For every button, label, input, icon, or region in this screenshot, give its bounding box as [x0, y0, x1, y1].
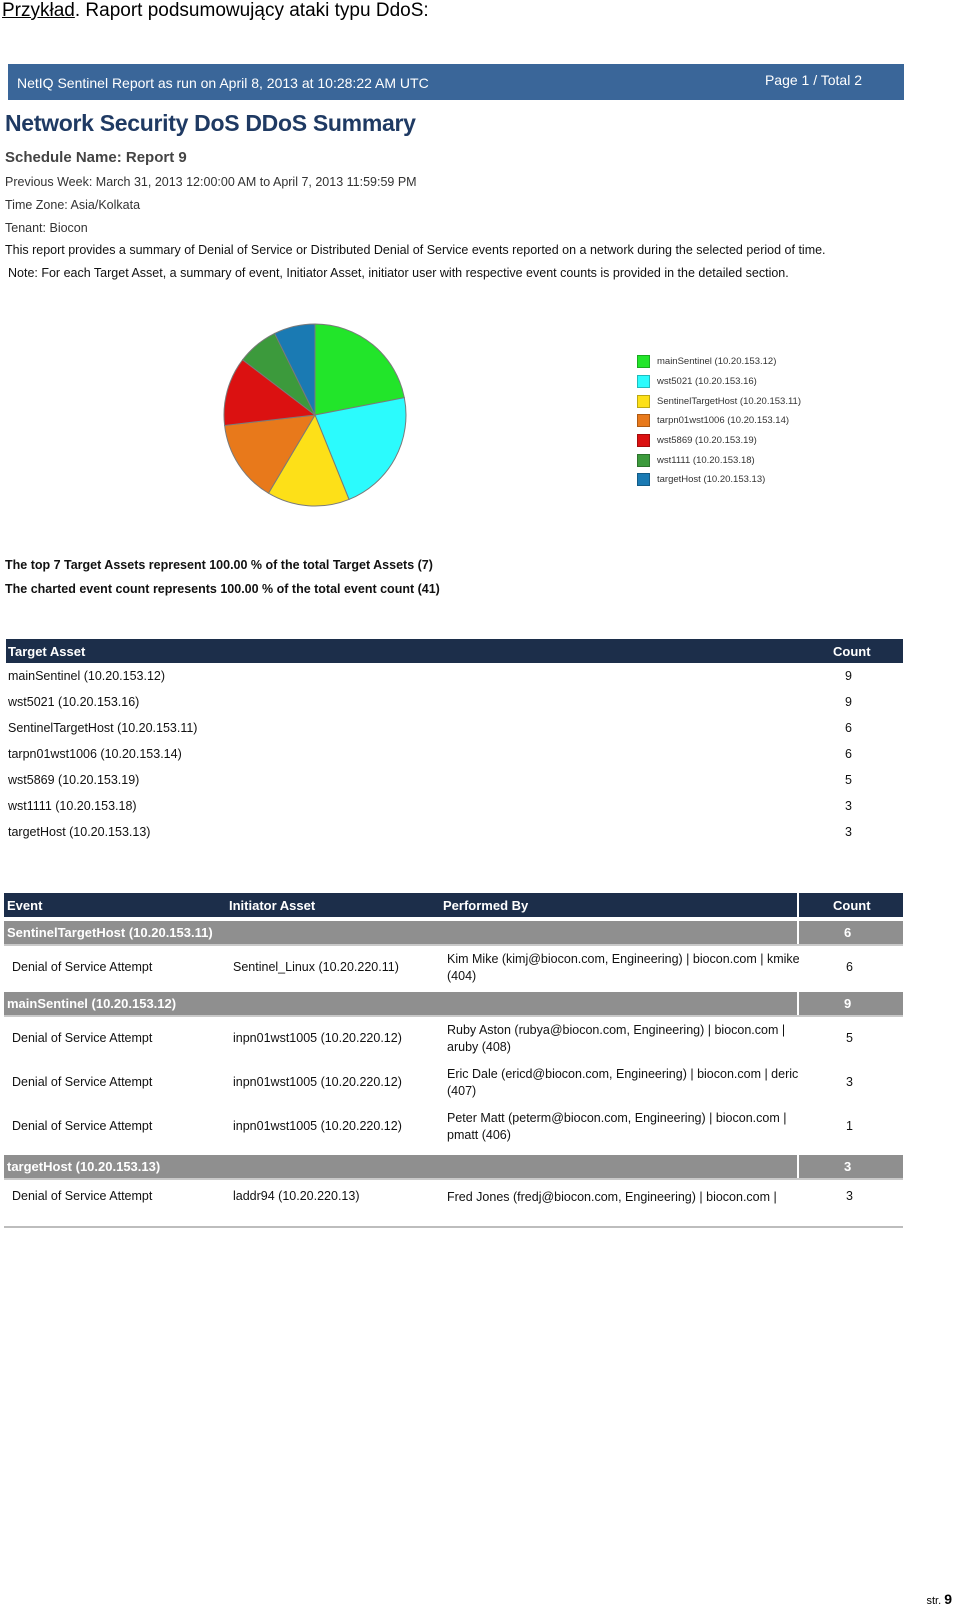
- legend-swatch: [637, 375, 650, 388]
- legend-swatch: [637, 414, 650, 427]
- initiator-asset-cell: Sentinel_Linux (10.20.220.11): [233, 960, 399, 974]
- table-row: [6, 663, 903, 689]
- performed-by-cell: Kim Mike (kimj@biocon.com, Engineering) | biocon.com | kmike (404): [447, 952, 800, 983]
- table-row: [4, 946, 903, 986]
- target-asset-cell: mainSentinel (10.20.153.12): [8, 669, 166, 683]
- group-target-asset: SentinelTargetHost (10.20.153.11): [7, 925, 213, 940]
- summary-events: The charted event count represents 100.00 % of the total event count (41): [5, 582, 440, 596]
- target-asset-cell: wst5869 (10.20.153.19): [8, 773, 140, 787]
- event-cell: Denial of Service Attempt: [12, 1075, 153, 1089]
- group-divider: [797, 921, 799, 944]
- target-asset-cell: tarpn01wst1006 (10.20.153.14): [8, 747, 182, 761]
- legend-label: wst5021 (10.20.153.16): [657, 376, 757, 388]
- page-number-prefix: str.: [926, 1595, 942, 1607]
- header-divider: [797, 893, 799, 917]
- event-cell: Denial of Service Attempt: [12, 1119, 153, 1133]
- group-row: [4, 1155, 903, 1178]
- page-heading-text: . Raport podsumowujący ataki typu DdoS:: [74, 0, 429, 21]
- event-detail-table: [4, 893, 903, 1210]
- table-row: [6, 741, 903, 767]
- report-description: This report provides a summary of Denial of Service or Distributed Denial of Service events reported on a network during the selected period of time.: [5, 243, 826, 257]
- table-row: [6, 819, 903, 845]
- count-cell: 3: [846, 1075, 853, 1089]
- legend-item: [637, 470, 801, 490]
- count-cell: 6: [846, 960, 853, 974]
- report-run-info: NetIQ Sentinel Report as run on April 8, 2013 at 10:28:22 AM UTC: [17, 75, 429, 91]
- count-cell: 3: [845, 825, 852, 839]
- performed-by-cell: Fred Jones (fredj@biocon.com, Engineering) | biocon.com |: [447, 1190, 777, 1204]
- count-cell: 3: [846, 1189, 853, 1203]
- legend-label: wst1111 (10.20.153.18): [657, 454, 755, 466]
- target-asset-cell: targetHost (10.20.153.13): [8, 825, 151, 839]
- detail-table-header: [4, 893, 903, 917]
- legend-label: SentinelTargetHost (10.20.153.11): [657, 395, 801, 407]
- legend-item: [637, 431, 801, 451]
- target-asset-pie-chart: [220, 320, 410, 510]
- table-end-line: [4, 1226, 903, 1228]
- table-row: [6, 767, 903, 793]
- initiator-asset-cell: inpn01wst1005 (10.20.220.12): [233, 1119, 402, 1133]
- table-row: [4, 1017, 903, 1061]
- legend-item: [637, 352, 801, 372]
- initiator-asset-cell: inpn01wst1005 (10.20.220.12): [233, 1031, 402, 1045]
- legend-swatch: [637, 355, 650, 368]
- example-link[interactable]: Przykład: [2, 0, 75, 21]
- report-timezone: Time Zone: Asia/Kolkata: [5, 198, 141, 212]
- count-cell: 1: [846, 1119, 853, 1133]
- group-count: 3: [844, 1159, 852, 1174]
- event-cell: Denial of Service Attempt: [12, 960, 153, 974]
- performed-by-cell: Ruby Aston (rubya@biocon.com, Engineering) | biocon.com | aruby (408): [447, 1023, 786, 1054]
- table-row: [6, 689, 903, 715]
- page-counter: Page 1 / Total 2: [764, 72, 862, 88]
- group-target-asset: targetHost (10.20.153.13): [7, 1159, 161, 1174]
- count-cell: 6: [845, 721, 852, 735]
- performed-by-cell: Peter Matt (peterm@biocon.com, Engineering) | biocon.com | pmatt (406): [447, 1111, 787, 1142]
- legend-item: [637, 450, 801, 470]
- initiator-asset-cell: inpn01wst1005 (10.20.220.12): [233, 1075, 402, 1089]
- table-row: [4, 1180, 903, 1210]
- table-row: [4, 1061, 903, 1105]
- legend-label: wst5869 (10.20.153.19): [657, 435, 757, 447]
- target-asset-table: [6, 639, 903, 845]
- group-divider: [797, 992, 799, 1015]
- count-cell: 5: [846, 1031, 853, 1045]
- report-period: Previous Week: March 31, 2013 12:00:00 AM to April 7, 2013 11:59:59 PM: [5, 175, 417, 189]
- count-cell: 3: [845, 799, 852, 813]
- count-cell: 9: [845, 695, 852, 709]
- page-heading: [2, 0, 429, 22]
- event-cell: Denial of Service Attempt: [12, 1189, 153, 1203]
- table-row: [4, 1105, 903, 1149]
- header-count: Count: [833, 644, 871, 659]
- legend-label: targetHost (10.20.153.13): [657, 474, 766, 486]
- page-number: [926, 1591, 952, 1607]
- page-number-value: 9: [944, 1591, 952, 1607]
- report-header-bar: [8, 64, 904, 100]
- legend-swatch: [637, 473, 650, 486]
- count-cell: 6: [845, 747, 852, 761]
- group-count: 9: [844, 996, 852, 1011]
- legend-item: [637, 372, 801, 392]
- table-row: [6, 793, 903, 819]
- group-divider: [797, 1155, 799, 1178]
- header-target-asset: Target Asset: [8, 644, 86, 659]
- group-row: [4, 992, 903, 1015]
- initiator-asset-cell: laddr94 (10.20.220.13): [233, 1189, 360, 1203]
- report-tenant: Tenant: Biocon: [5, 221, 88, 235]
- header-count: Count: [833, 898, 871, 913]
- summary-assets: The top 7 Target Assets represent 100.00 % of the total Target Assets (7): [5, 558, 433, 572]
- header-initiator-asset: Initiator Asset: [229, 898, 316, 913]
- header-event: Event: [7, 898, 43, 913]
- group-row: [4, 921, 903, 944]
- legend-item: [637, 411, 801, 431]
- table-row: [6, 715, 903, 741]
- group-count: 6: [844, 925, 852, 940]
- legend-item: [637, 391, 801, 411]
- legend-swatch: [637, 434, 650, 447]
- asset-table-header: [6, 639, 903, 663]
- target-asset-cell: wst5021 (10.20.153.16): [8, 695, 140, 709]
- legend-label: tarpn01wst1006 (10.20.153.14): [657, 415, 790, 427]
- legend-label: mainSentinel (10.20.153.12): [657, 356, 777, 368]
- performed-by-cell: Eric Dale (ericd@biocon.com, Engineering) | biocon.com | deric (407): [447, 1067, 799, 1098]
- target-asset-cell: wst1111 (10.20.153.18): [8, 799, 137, 813]
- pie-legend: [637, 352, 801, 490]
- count-cell: 5: [845, 773, 852, 787]
- header-performed-by: Performed By: [443, 898, 529, 913]
- legend-swatch: [637, 454, 650, 467]
- count-cell: 9: [845, 669, 852, 683]
- group-target-asset: mainSentinel (10.20.153.12): [7, 996, 177, 1011]
- report-note: Note: For each Target Asset, a summary of event, Initiator Asset, initiator user with respective event counts is provided in the detailed section.: [8, 266, 789, 280]
- event-cell: Denial of Service Attempt: [12, 1031, 153, 1045]
- legend-swatch: [637, 395, 650, 408]
- schedule-name: Schedule Name: Report 9: [5, 149, 187, 166]
- report-title: Network Security DoS DDoS Summary: [5, 110, 416, 136]
- target-asset-cell: SentinelTargetHost (10.20.153.11): [8, 721, 198, 735]
